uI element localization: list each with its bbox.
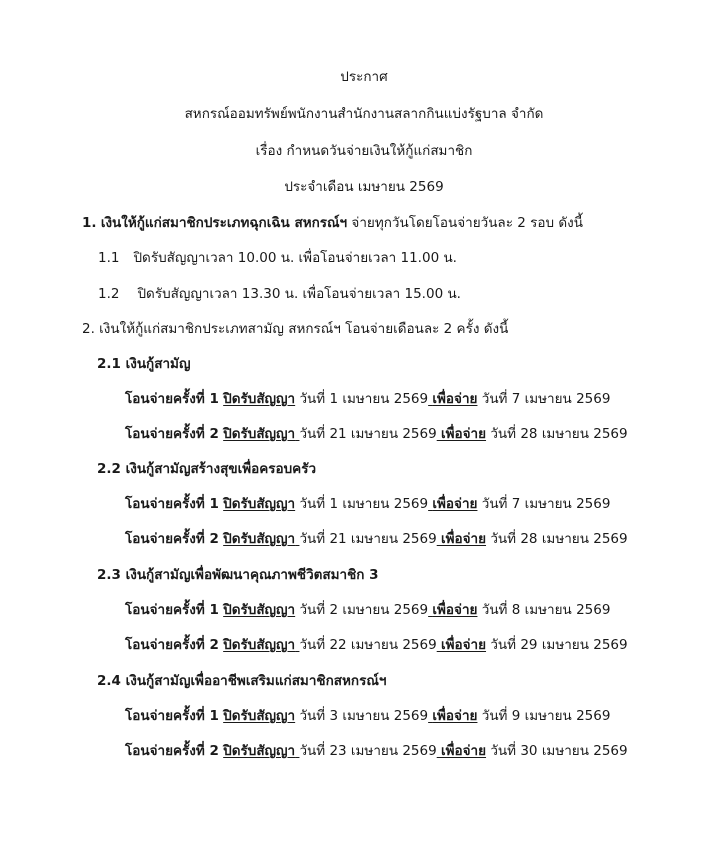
pay-date: 30 เมษายน 2569 [520, 743, 628, 759]
section-1-item [98, 248, 457, 268]
pay-date: 7 เมษายน 2569 [511, 391, 611, 407]
pay-date: 29 เมษายน 2569 [520, 637, 628, 653]
payment-round [125, 635, 628, 655]
day-prefix: วันที่ [299, 637, 326, 653]
close-label: ปิดรับสัญญา [223, 531, 296, 547]
day-prefix: วันที่ [299, 391, 326, 407]
payment-round [125, 494, 610, 514]
round-label: โอนจ่ายครั้งที่ 2 [125, 743, 219, 759]
section-1-title-bold: เงินให้กู้แก่สมาชิกประเภทฉุกเฉิน สหกรณ์ฯ [100, 215, 348, 231]
day-prefix: วันที่ [299, 531, 326, 547]
pay-date: 28 เมษายน 2569 [520, 426, 628, 442]
pay-label: เพื่อจ่าย [432, 391, 478, 407]
section-2-heading: 2. เงินให้กู้แก่สมาชิกประเภทสามัญ สหกรณ์ฯ โอนจ่ายเดือนละ 2 ครั้ง ดังนี้ [82, 321, 509, 337]
pay-label: เพื่อจ่าย [432, 496, 478, 512]
day-prefix: วันที่ [481, 708, 508, 724]
payment-round [125, 529, 628, 549]
close-date: 1 เมษายน 2569 [329, 496, 429, 512]
close-label: ปิดรับสัญญา [223, 708, 296, 724]
subsection-heading: 2.1 เงินกู้สามัญ [97, 356, 191, 372]
close-date: 3 เมษายน 2569 [329, 708, 429, 724]
day-prefix: วันที่ [481, 391, 508, 407]
close-date: 21 เมษายน 2569 [329, 426, 437, 442]
round-label: โอนจ่ายครั้งที่ 1 [125, 602, 219, 618]
round-label: โอนจ่ายครั้งที่ 1 [125, 708, 219, 724]
pay-label: เพื่อจ่าย [432, 602, 478, 618]
pay-label: เพื่อจ่าย [441, 426, 487, 442]
close-label: ปิดรับสัญญา [223, 602, 296, 618]
payment-round [125, 706, 610, 726]
section-1-heading [82, 213, 583, 233]
item-number: 1.1 [98, 250, 120, 266]
close-date: 23 เมษายน 2569 [329, 743, 437, 759]
day-prefix: วันที่ [299, 496, 326, 512]
document-title: ประกาศ [340, 69, 388, 85]
close-label: ปิดรับสัญญา [223, 391, 296, 407]
item-text: ปิดรับสัญญาเวลา 13.30 น. เพื่อโอนจ่ายเวลา 15.00 น. [137, 286, 461, 302]
round-label: โอนจ่ายครั้งที่ 1 [125, 391, 219, 407]
round-label: โอนจ่ายครั้งที่ 2 [125, 426, 219, 442]
subsection-heading: 2.2 เงินกู้สามัญสร้างสุขเพื่อครอบครัว [97, 461, 317, 477]
subsection-heading: 2.4 เงินกู้สามัญเพื่ออาชีพเสริมแก่สมาชิกสหกรณ์ฯ [97, 673, 387, 689]
close-label: ปิดรับสัญญา [223, 743, 296, 759]
day-prefix: วันที่ [299, 708, 326, 724]
close-date: 1 เมษายน 2569 [329, 391, 429, 407]
pay-label: เพื่อจ่าย [441, 531, 487, 547]
section-1-number: 1. [82, 215, 97, 231]
day-prefix: วันที่ [299, 743, 326, 759]
document-subject: เรื่อง กำหนดวันจ่ายเงินให้กู้แก่สมาชิก [255, 143, 473, 159]
day-prefix: วันที่ [481, 496, 508, 512]
round-label: โอนจ่ายครั้งที่ 2 [125, 637, 219, 653]
round-label: โอนจ่ายครั้งที่ 1 [125, 496, 219, 512]
close-label: ปิดรับสัญญา [223, 496, 296, 512]
item-number: 1.2 [98, 286, 120, 302]
organization-name: สหกรณ์ออมทรัพย์พนักงานสำนักงานสลากกินแบ่งรัฐบาล จำกัด [184, 106, 544, 122]
close-date: 2 เมษายน 2569 [329, 602, 429, 618]
payment-round [125, 424, 628, 444]
subsection-heading: 2.3 เงินกู้สามัญเพื่อพัฒนาคุณภาพชีวิตสมาชิก 3 [97, 567, 379, 583]
day-prefix: วันที่ [481, 602, 508, 618]
pay-label: เพื่อจ่าย [441, 637, 487, 653]
day-prefix: วันที่ [299, 602, 326, 618]
pay-date: 8 เมษายน 2569 [511, 602, 611, 618]
close-date: 21 เมษายน 2569 [329, 531, 437, 547]
payment-round [125, 741, 628, 761]
item-text: ปิดรับสัญญาเวลา 10.00 น. เพื่อโอนจ่ายเวลา 11.00 น. [133, 250, 457, 266]
day-prefix: วันที่ [490, 426, 517, 442]
close-label: ปิดรับสัญญา [223, 637, 296, 653]
document-period: ประจำเดือน เมษายน 2569 [284, 179, 444, 195]
close-label: ปิดรับสัญญา [223, 426, 296, 442]
close-date: 22 เมษายน 2569 [329, 637, 437, 653]
round-label: โอนจ่ายครั้งที่ 2 [125, 531, 219, 547]
pay-label: เพื่อจ่าย [432, 708, 478, 724]
payment-round [125, 600, 610, 620]
pay-date: 28 เมษายน 2569 [520, 531, 628, 547]
day-prefix: วันที่ [490, 531, 517, 547]
pay-date: 7 เมษายน 2569 [511, 496, 611, 512]
section-1-item [98, 284, 461, 304]
payment-round [125, 389, 610, 409]
pay-label: เพื่อจ่าย [441, 743, 487, 759]
pay-date: 9 เมษายน 2569 [511, 708, 611, 724]
day-prefix: วันที่ [490, 743, 517, 759]
day-prefix: วันที่ [490, 637, 517, 653]
day-prefix: วันที่ [299, 426, 326, 442]
section-1-title-rest: จ่ายทุกวันโดยโอนจ่ายวันละ 2 รอบ ดังนี้ [351, 215, 583, 231]
